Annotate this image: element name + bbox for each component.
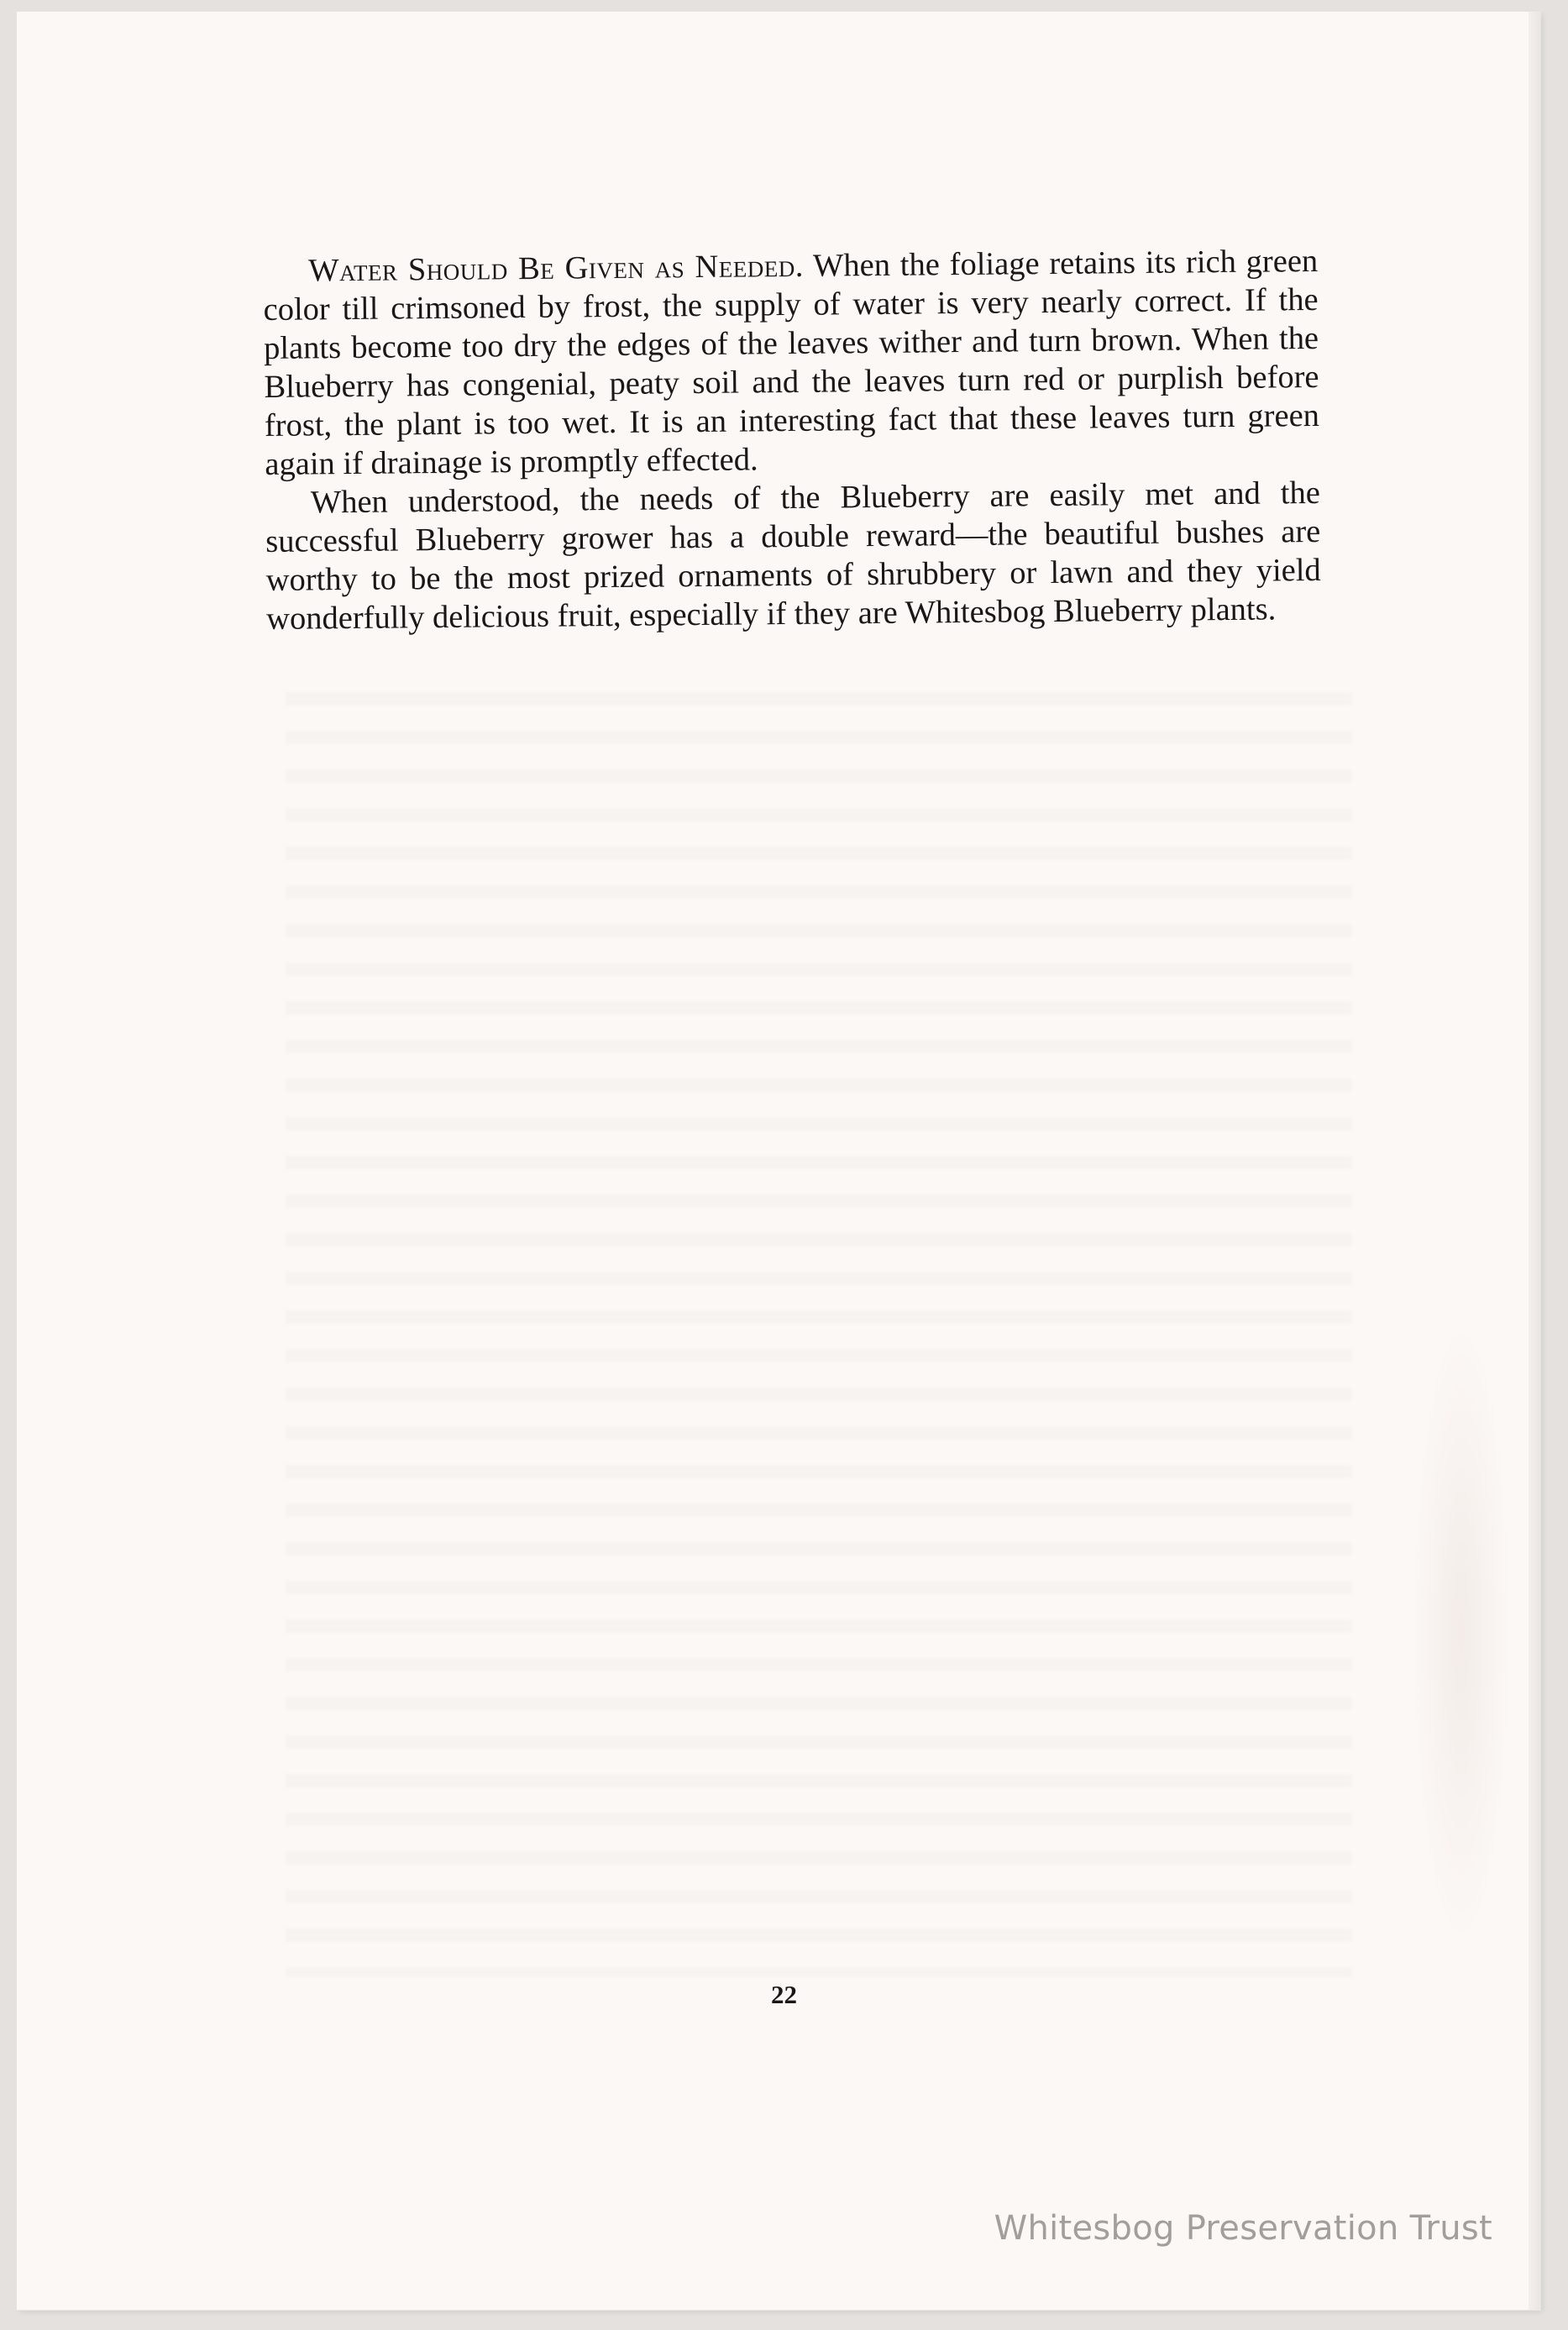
body-text [263, 242, 1321, 638]
bleed-through-texture [286, 667, 1352, 1977]
paper-stain [1411, 1314, 1512, 1952]
paragraph-body: When understood, the needs of the Blueberry are easily met and the successful Blueberry grower has a double reward—the beautiful bushes are worthy to be the most prized ornaments of shrubbery or lawn and they yield wonderfully delicious fruit, especially if they are Whitesbog Blueberry plants. [265, 475, 1321, 637]
page-edge-shadow [1529, 12, 1540, 2310]
paragraph-water [263, 242, 1320, 484]
watermark: Whitesbog Preservation Trust [994, 2209, 1492, 2248]
paragraph-body: When the foliage retains its rich green color till crimsoned by frost, the supply of water is very nearly correct. If the plants become too dry the edges of the leaves wither and turn brown. When the Blueberry has congenial, peaty soil and the leaves turn red or purplish before frost, the plant is too wet. It is an interesting fact that these leaves turn green again if drainage is promptly effected. [263, 243, 1320, 482]
page-number: 22 [771, 1980, 797, 2009]
paragraph-heading: Water Should Be Given as Needed. [308, 248, 805, 289]
paragraph-understood [265, 474, 1322, 638]
